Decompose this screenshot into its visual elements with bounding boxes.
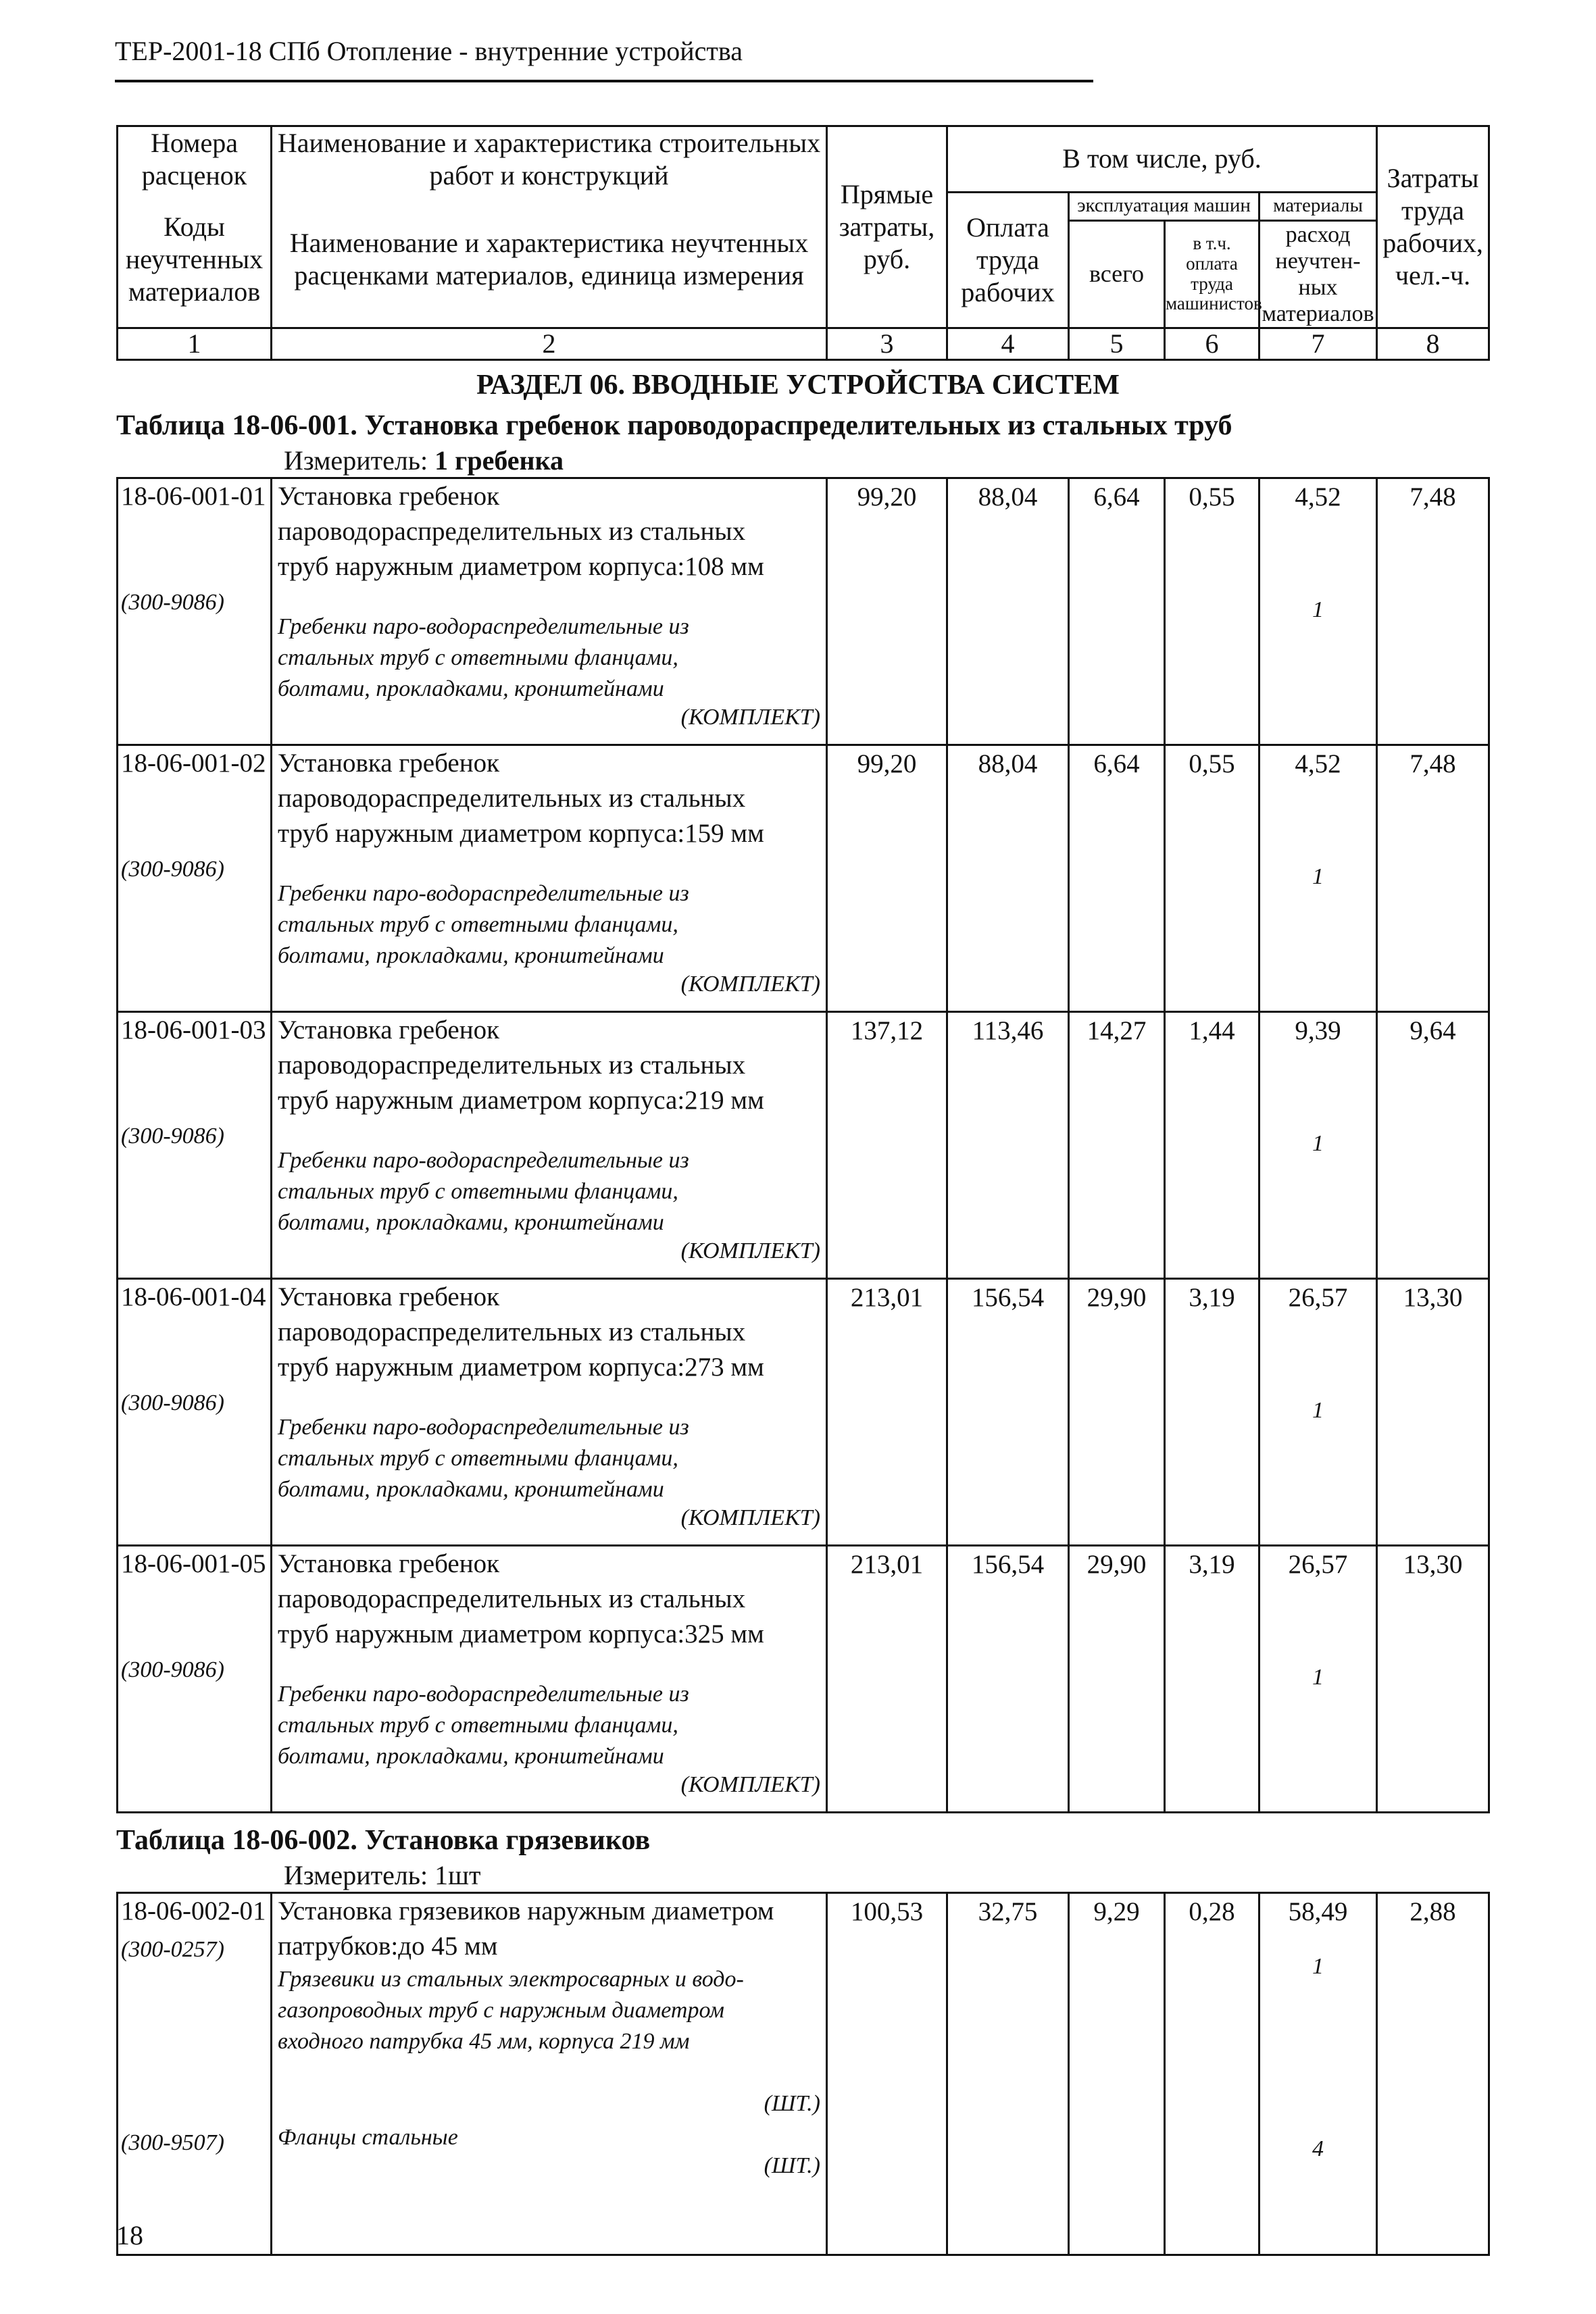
operator-pay-value: 0,55 [1165,745,1260,1012]
col-unaccounted-materials-header: расход неучтен-ных материалов [1260,220,1377,328]
machines-total-value: 29,90 [1069,1279,1165,1546]
labor-pay-value: 156,54 [947,1546,1069,1813]
col-number: 8 [1377,328,1489,359]
table2-title: Таблица 18-06-002. Установка грязевиков [116,1825,651,1856]
work-name-line: Установка гребенок [278,749,500,778]
material-name-line: стальных труб с ответными фланцами, [278,645,678,670]
labor-hours-value: 13,30 [1377,1279,1489,1546]
labor-pay-value: 88,04 [947,745,1069,1012]
material-code: (300-9086) [121,1124,224,1149]
rate-code: 18-06-001-01 [121,482,266,511]
material-code: (300-9086) [121,1390,224,1415]
material-name-line: стальных труб с ответными фланцами, [278,1446,678,1471]
operator-pay-value: 1,44 [1165,1012,1260,1279]
rate-code: 18-06-001-03 [121,1015,266,1045]
table-row [118,745,1489,1012]
col-material-names-header: Наименование и характеристика неучтенных расценками материалов, единица измерения [272,192,827,328]
materials-value: 4,52 [1295,482,1341,511]
work-name-line: пароводораспределительных из стальных [278,1584,746,1613]
rate-code-cell [118,1279,272,1546]
direct-costs-value: 213,01 [827,1546,947,1813]
table-row [118,1546,1489,1813]
labor-hours-value: 9,64 [1377,1012,1489,1279]
material-code: (300-9086) [121,1657,224,1682]
material-name-line: Гребенки паро-водораспределительные из [278,1682,689,1707]
work-name-line: патрубков:до 45 мм [278,1932,498,1961]
labor-hours-value: 7,48 [1377,745,1489,1012]
work-name-line: пароводораспределительных из стальных [278,1317,746,1347]
material-name-line: Грязевики из стальных электросварных и водо- [278,1967,744,1992]
material-qty: 1 [1312,1665,1324,1690]
col-number: 3 [827,328,947,359]
col-number: 4 [947,328,1069,359]
material-name-line: болтами, прокладками, кронштейнами [278,676,664,701]
running-header: ТЕР-2001-18 СПб Отопление - внутренние устройства [115,36,743,66]
rate-code: 18-06-001-05 [121,1549,266,1578]
work-name-line: Установка грязевиков наружным диаметром [278,1896,774,1926]
col-work-name-header: Наименование и характеристика строительных работ и конструкций [272,126,827,193]
rate-code-cell [118,1893,272,2255]
machines-total-value: 6,64 [1069,745,1165,1012]
materials-value: 58,49 [1288,1897,1348,1926]
table-row [118,478,1489,745]
material-name-line: Гребенки паро-водораспределительные из [278,1415,689,1440]
spacer [278,851,820,878]
material-name-line: Гребенки паро-водораспределительные из [278,881,689,906]
col-rate-number-header: Номера расценок [118,126,272,193]
material-name-line: болтами, прокладками, кронштейнами [278,1744,664,1769]
labor-hours-value: 7,48 [1377,478,1489,745]
rate-code: 18-06-002-01 [121,1896,266,1926]
material-name-line: газопроводных труб с наружным диаметром [278,1998,724,2023]
machines-total-value: 29,90 [1069,1546,1165,1813]
meter-value: 1 гребенка [434,445,564,476]
direct-costs-value: 100,53 [827,1893,947,2255]
spacer [278,1652,820,1679]
column-number-row [118,328,1489,359]
work-name-line: пароводораспределительных из стальных [278,784,746,813]
table2-meter [284,1859,480,1891]
work-name-line: Установка гребенок [278,1015,500,1045]
operator-pay-value: 0,55 [1165,478,1260,745]
col-number: 6 [1165,328,1260,359]
section-title: РАЗДЕЛ 06. ВВОДНЫЕ УСТРОЙСТВА СИСТЕМ [476,370,1120,401]
work-name-cell [272,1279,827,1546]
work-name-line: пароводораспределительных из стальных [278,1051,746,1080]
materials-cell [1260,1279,1377,1546]
work-name-line: труб наружным диаметром корпуса:219 мм [278,1086,764,1115]
materials-cell [1260,1546,1377,1813]
material-qty: 1 [1312,597,1324,622]
material-name-line: стальных труб с ответными фланцами, [278,1713,678,1738]
material-unit: (КОМПЛЕКТ) [680,1238,820,1263]
work-name-line: труб наружным диаметром корпуса:159 мм [278,819,764,848]
table1-meter [284,445,564,476]
labor-pay-value: 113,46 [947,1012,1069,1279]
column-header-table [116,125,1490,361]
material-unit: (КОМПЛЕКТ) [680,1505,820,1530]
material-name-line: входного патрубка 45 мм, корпуса 219 мм [278,2029,690,2054]
material-name-line: болтами, прокладками, кронштейнами [278,1477,664,1502]
material-code: (300-9086) [121,590,224,615]
materials-value: 26,57 [1288,1283,1348,1312]
meter-label: Измеритель: [284,445,428,476]
labor-hours-value: 2,88 [1377,1893,1489,2255]
material-unit: (КОМПЛЕКТ) [680,705,820,730]
work-name-line: пароводораспределительных из стальных [278,517,746,546]
col-machines-total-header: всего [1069,220,1165,328]
material-code: (300-0257) [121,1937,224,1962]
header-rule [115,80,1093,82]
work-name-line: Установка гребенок [278,1549,500,1578]
operator-pay-value: 0,28 [1165,1893,1260,2255]
materials-value: 4,52 [1295,749,1341,778]
table1-title: Таблица 18-06-001. Установка гребенок пароводораспределительных из стальных труб [116,410,1232,441]
direct-costs-value: 99,20 [827,478,947,745]
work-name-line: Установка гребенок [278,1282,500,1311]
material-unit: (ШТ.) [764,2091,820,2116]
work-name-line: Установка гребенок [278,482,500,511]
work-name-line: труб наружным диаметром корпуса:325 мм [278,1619,764,1649]
col-number: 2 [272,328,827,359]
operator-pay-value: 3,19 [1165,1546,1260,1813]
labor-pay-value: 88,04 [947,478,1069,745]
material-name-line: болтами, прокладками, кронштейнами [278,1210,664,1235]
spacer [278,1385,820,1412]
material-qty: 1 [1312,1131,1324,1156]
materials-cell [1260,745,1377,1012]
col-material-codes-header: Коды неучтенных материалов [118,192,272,328]
page-number: 18 [116,2220,143,2250]
machines-total-value: 6,64 [1069,478,1165,745]
machines-total-value: 9,29 [1069,1893,1165,2255]
col-number: 7 [1260,328,1377,359]
col-group-header: В том числе, руб. [947,126,1377,193]
material-name-line: Фланцы стальные [278,2125,458,2150]
table-row [118,1893,1489,2255]
work-name-cell [272,1012,827,1279]
material-qty: 4 [1312,2136,1324,2161]
material-name-line: Гребенки паро-водораспределительные из [278,1148,689,1173]
col-direct-costs-header: Прямые затраты, руб. [827,126,947,328]
material-unit: (КОМПЛЕКТ) [680,1772,820,1797]
work-name-line: труб наружным диаметром корпуса:273 мм [278,1353,764,1382]
col-number: 1 [118,328,272,359]
material-name-line: стальных труб с ответными фланцами, [278,1179,678,1204]
rate-code-cell [118,745,272,1012]
materials-value: 9,39 [1295,1016,1341,1045]
meter-label: Измеритель: [284,1860,428,1890]
material-unit: (ШТ.) [764,2153,820,2178]
labor-pay-value: 156,54 [947,1279,1069,1546]
direct-costs-value: 137,12 [827,1012,947,1279]
materials-cell [1260,1893,1377,2255]
table-row [118,1012,1489,1279]
machines-total-value: 14,27 [1069,1012,1165,1279]
col-labor-hours-header: Затраты труда рабочих, чел.-ч. [1377,126,1489,328]
direct-costs-value: 99,20 [827,745,947,1012]
material-qty: 1 [1312,864,1324,889]
material-code: (300-9086) [121,857,224,882]
col-number: 5 [1069,328,1165,359]
material-name-line: болтами, прокладками, кронштейнами [278,943,664,968]
rate-code: 18-06-001-02 [121,749,266,778]
col-operator-pay-header: в т.ч. оплата труда машинистов [1165,220,1260,328]
spacer [278,584,820,611]
labor-hours-value: 13,30 [1377,1546,1489,1813]
col-materials-header: материалы [1260,192,1377,220]
material-name-line: стальных труб с ответными фланцами, [278,912,678,937]
material-qty: 1 [1312,1398,1324,1423]
meter-value: 1шт [434,1860,481,1890]
labor-pay-value: 32,75 [947,1893,1069,2255]
materials-cell [1260,478,1377,745]
material-unit: (КОМПЛЕКТ) [680,972,820,997]
direct-costs-value: 213,01 [827,1279,947,1546]
work-name-cell [272,1546,827,1813]
spacer [278,1118,820,1145]
rate-code: 18-06-001-04 [121,1282,266,1311]
material-name-line: Гребенки паро-водораспределительные из [278,614,689,639]
operator-pay-value: 3,19 [1165,1279,1260,1546]
materials-value: 26,57 [1288,1550,1348,1579]
material-qty: 1 [1312,1954,1324,1979]
table-row [118,1279,1489,1546]
rate-code-cell [118,1546,272,1813]
table1 [116,477,1490,1813]
materials-cell [1260,1012,1377,1279]
work-name-line: труб наружным диаметром корпуса:108 мм [278,552,764,581]
rate-code-cell [118,478,272,745]
rate-code-cell [118,1012,272,1279]
col-labor-pay-header: Оплата труда рабочих [947,192,1069,328]
col-machines-header: эксплуатация машин [1069,192,1260,220]
work-name-cell [272,1893,827,2255]
work-name-cell [272,478,827,745]
work-name-cell [272,745,827,1012]
table2 [116,1892,1490,2256]
material-code: (300-9507) [121,2130,224,2155]
